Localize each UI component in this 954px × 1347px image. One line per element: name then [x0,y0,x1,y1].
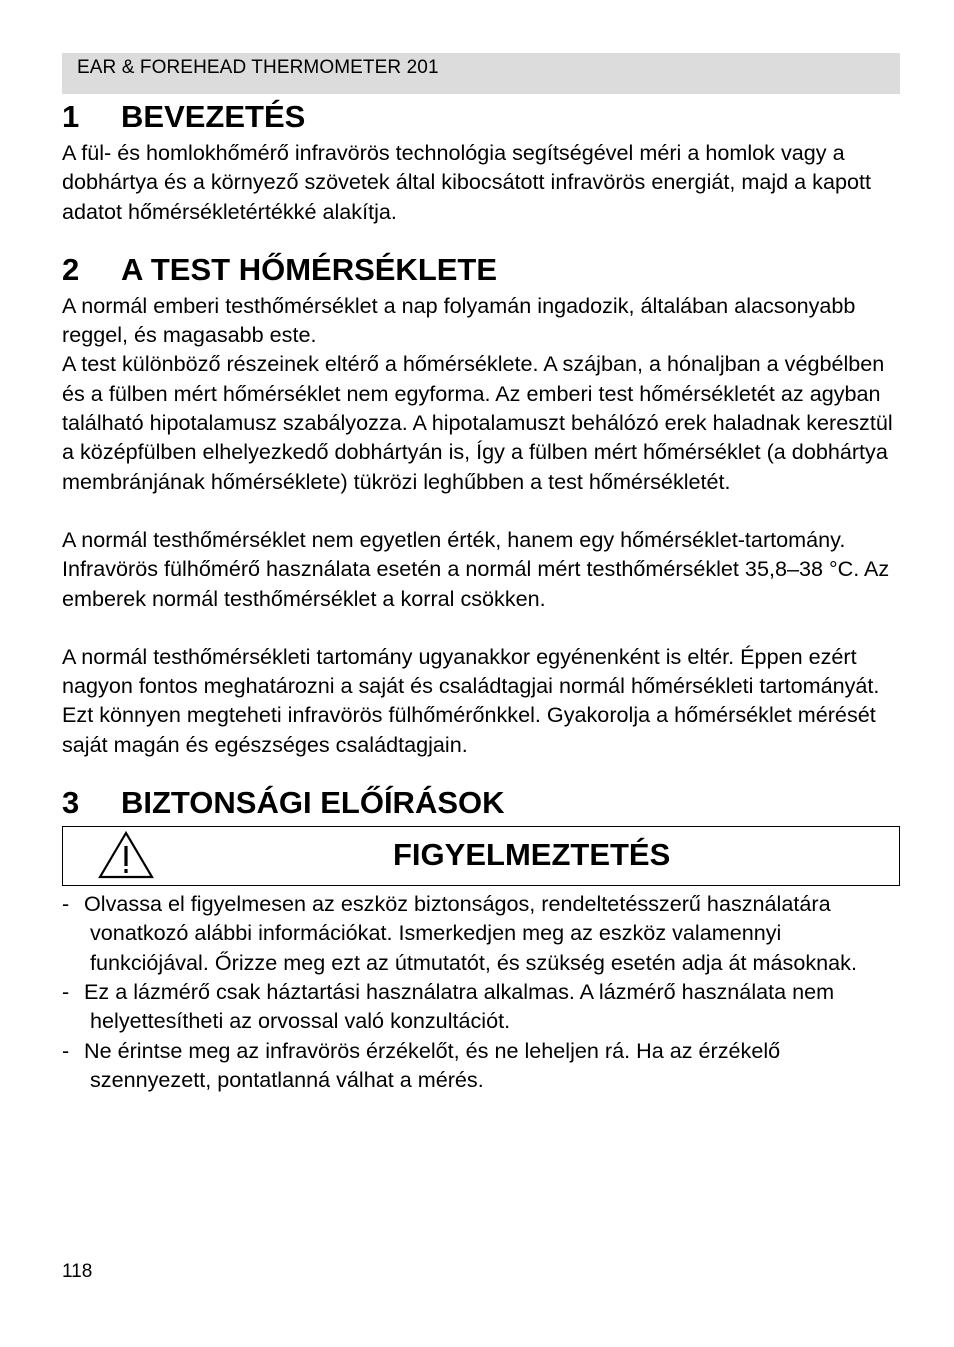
section-2-heading [62,249,900,291]
list-item [62,889,900,977]
section-2-paragraph: A normál testhőmérsékleti tartomány ugyanakkor egyénenként is eltér. Éppen ezért nagyon fontos meghatározni a saját és családtagjai normál hőmérsékleti tartományát. Ezt könnyen megteheti infravörös fülhőmérőnkkel. Gyakorolja a hőmérséklet mérését saját magán és egészséges családtagjain. [62,643,880,757]
section-1-heading [62,96,900,138]
list-item [62,977,900,1036]
warning-list [62,889,900,1094]
bullet-dash: - [62,1037,70,1063]
section-title: A TEST HŐMÉRSÉKLETE [121,251,498,287]
running-header-title: EAR & FOREHEAD THERMOMETER 201 [77,57,439,78]
section-number: 2 [62,251,80,287]
section-2-paragraph: A normál testhőmérséklet nem egyetlen érték, hanem egy hőmérséklet-tartomány. [62,526,846,552]
list-item-text: Ne érintse meg az infravörös érzékelőt, és ne leheljen rá. Ha az érzékelő szennyezett, pontatlanná válhat a mérés. [84,1037,781,1092]
section-number: 1 [62,99,80,134]
section-title: BIZTONSÁGI ELŐÍRÁSOK [121,785,505,821]
bullet-dash: - [62,978,70,1004]
section-title: BEVEZETÉS [121,99,306,134]
section-2-paragraph: A normál emberi testhőmérséklet a nap folyamán ingadozik, általában alacsonyabb reggel, és magasabb este. [62,292,856,348]
warning-title: FIGYELMEZTETÉS [393,837,671,873]
section-1-paragraph: A fül- és homlokhőmérő infravörös technológia segítségével méri a homlok vagy a dobhártya és a környező szövetek által kibocsátott infravörös energiát, majd a kapott adatot hőmérsékletértékké alakítja. [62,140,872,224]
section-2-paragraph: A test különböző részeinek eltérő a hőmérséklete. A szájban, a hónaljban a végbélben és a fülben mért hőmérséklet nem egyforma. Az emberi test hőmérsékletét az agyban található hipotalamusz szabályozza. A hipotalamuszt behálózó erek haladnak keresztül a középfülben elhelyezkedő dobhártyán is, Így a fülben mért hőmérséklet (a dobhártya membránjának hőmérséklete) tükrözi leghűbben a test hőmérsékletét. [62,351,893,494]
warning-box [62,826,900,886]
list-item-text: Ez a lázmérő csak háztartási használatra alkalmas. A lázmérő használata nem helyettesítheti az orvossal való konzultációt. [84,978,835,1034]
list-item [62,1036,900,1095]
section-2-paragraph: Infravörös fülhőmérő használata esetén a normál mért testhőmérséklet 35,8–38 °C. Az emberek normál testhőmérséklet a korral csökken. [62,556,890,611]
section-3-heading [62,782,900,824]
running-header [62,53,900,94]
page-number: 118 [62,1261,93,1282]
bullet-dash: - [62,891,70,917]
section-number: 3 [62,785,80,821]
manual-page [62,53,900,1094]
list-item-text: Olvassa el figyelmesen az eszköz biztonságos, rendeltetésszerű használatára vonatkozó alábbi információkat. Ismerkedjen meg az eszköz valamennyi funkciójával. Őrizze meg ezt az útmutatót, és szükség esetén adja át másoknak. [84,891,857,975]
